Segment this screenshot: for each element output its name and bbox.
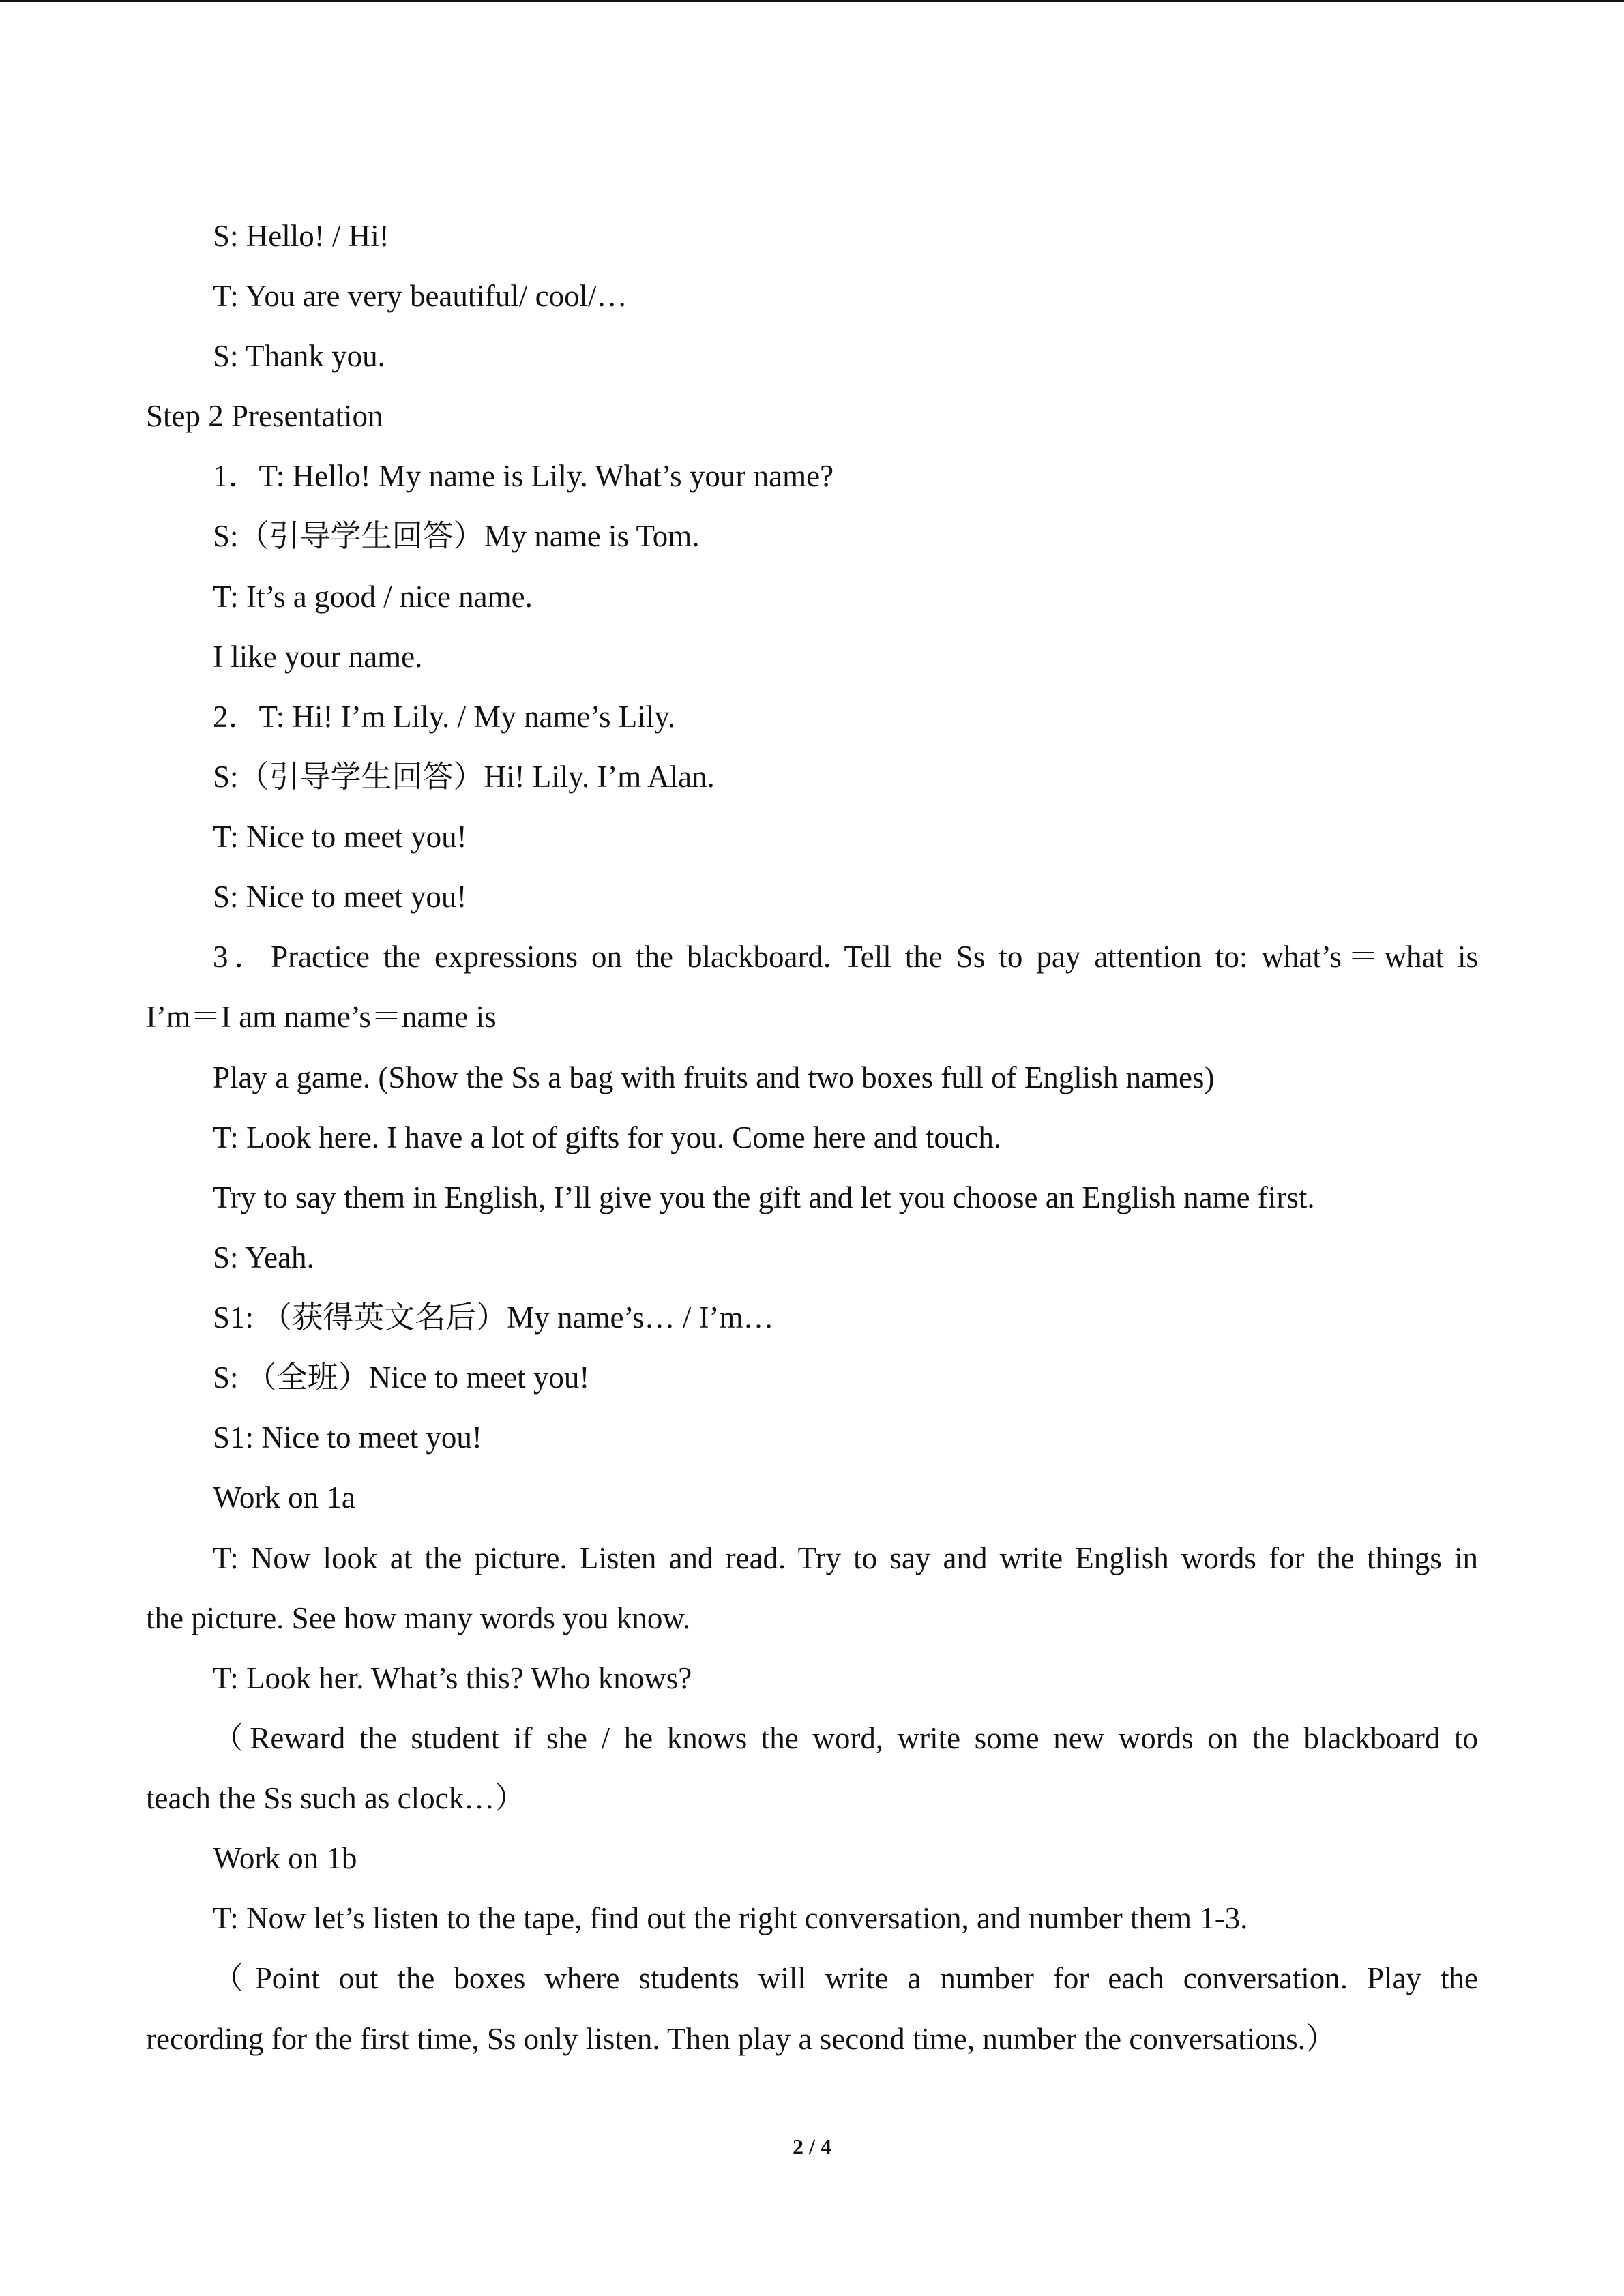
text-line: T: Nice to meet you! [213,820,467,854]
paragraph-line: （Reward the student if she / he knows the word, write some new words on the blackboard to [213,1721,1478,1755]
text-line: S: Nice to meet you! [213,880,467,914]
text-line: S: （全班）Nice to meet you! [213,1360,590,1395]
text-line: S: Thank you. [213,339,385,373]
text-line: 1．T: Hello! My name is Lily. What’s your name? [213,459,834,493]
text-line: T: Now let’s listen to the tape, find out the right conversation, and number them 1-3. [213,1901,1248,1935]
text-line: 2．T: Hi! I’m Lily. / My name’s Lily. [213,700,676,734]
subsection-heading: Work on 1b [213,1841,357,1875]
text-line: S1: （获得英文名后）My name’s… / I’m… [213,1300,774,1335]
paragraph-line: T: Now look at the picture. Listen and read. Try to say and write English words for the things in [213,1541,1478,1575]
text-line: S:（引导学生回答）My name is Tom. [213,519,700,553]
text-line: T: Look her. What’s this? Who knows? [213,1661,692,1695]
paragraph-line: （Point out the boxes where students will write a number for each conversation. Play the [213,1961,1478,1995]
text-line: teach the Ss such as clock…） [146,1781,526,1815]
text-line: S: Yeah. [213,1240,314,1274]
text-line: T: Look here. I have a lot of gifts for you. Come here and touch. [213,1120,1002,1154]
text-line: Play a game. (Show the Ss a bag with fruits and two boxes full of English names) [213,1060,1215,1094]
paragraph-line: 3．Practice the expressions on the blackboard. Tell the Ss to pay attention to: what’s＝what is [213,940,1478,974]
text-line: I like your name. [213,640,423,674]
text-line: T: It’s a good / nice name. [213,580,533,614]
text-line: the picture. See how many words you know. [146,1601,691,1635]
text-line: recording for the first time, Ss only listen. Then play a second time, number the conversations.） [146,2022,1337,2056]
subsection-heading: Work on 1a [213,1480,355,1515]
text-line: S: Hello! / Hi! [213,219,389,253]
text-line: T: You are very beautiful/ cool/… [213,279,628,313]
section-heading: Step 2 Presentation [146,399,383,433]
text-line: Try to say them in English, I’ll give you the gift and let you choose an English name first. [213,1180,1315,1214]
text-line: S:（引导学生回答）Hi! Lily. I’m Alan. [213,760,715,794]
page-number: 2 / 4 [793,2134,831,2159]
text-line: S1: Nice to meet you! [213,1420,482,1455]
text-line: I’m＝I am name’s＝name is [146,1000,497,1034]
